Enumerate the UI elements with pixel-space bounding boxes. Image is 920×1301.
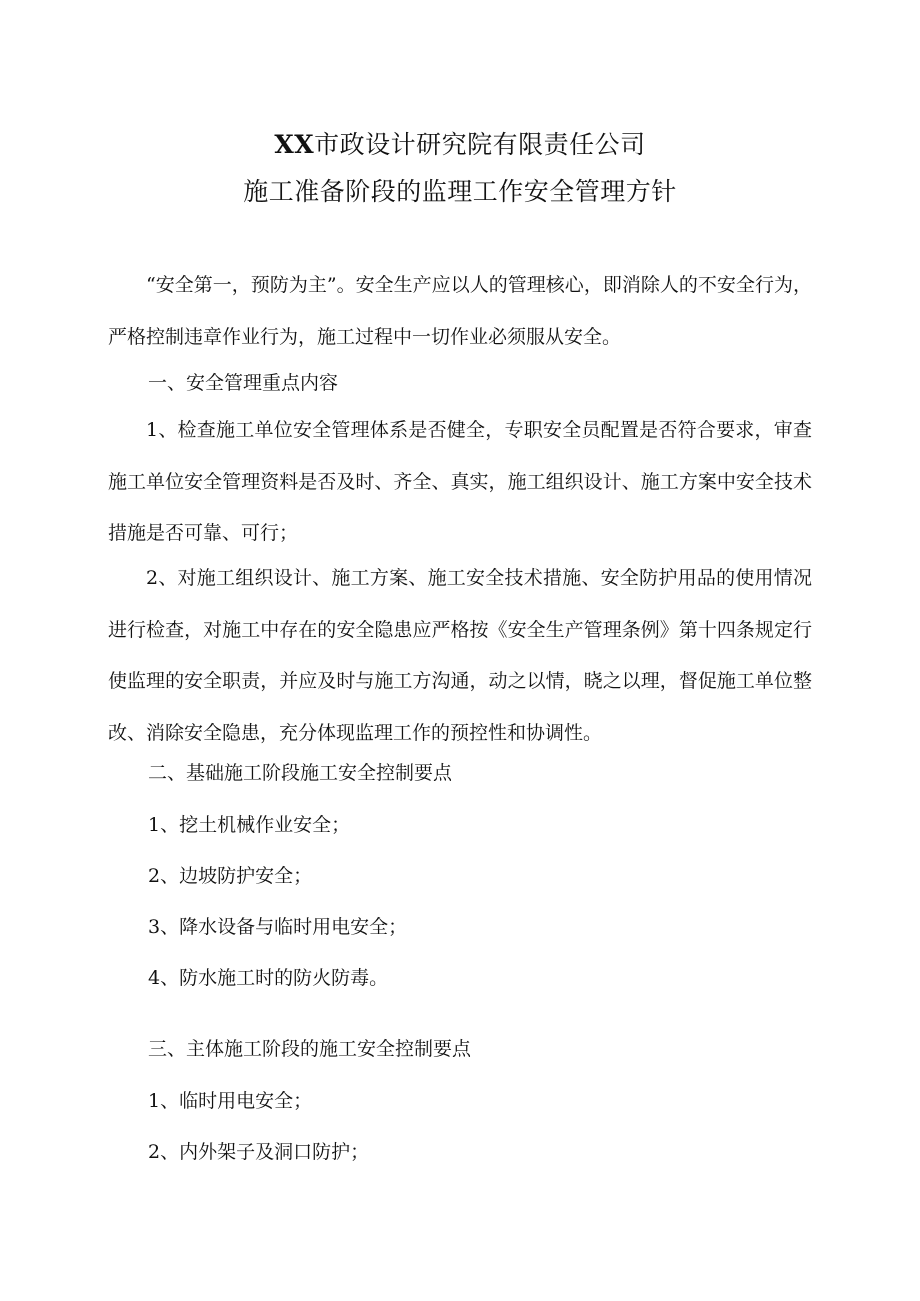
document-title-line2: 施工准备阶段的监理工作安全管理方针 — [243, 177, 677, 206]
section2-item-3: 3、降水设备与临时用电安全； — [148, 916, 408, 938]
section2-item-1: 1、挖土机械作业安全； — [148, 814, 351, 836]
section2-item-2: 2、边坡防护安全； — [148, 865, 313, 887]
section3-item-2: 2、内外架子及洞口防护； — [148, 1141, 370, 1163]
section1-heading: 一、安全管理重点内容 — [148, 372, 339, 394]
section2-heading: 二、基础施工阶段施工安全控制要点 — [148, 762, 453, 784]
title-company-name: 市政设计研究院有限责任公司 — [314, 130, 646, 159]
section1-item1: 1、检查施工单位安全管理体系是否健全，专职安全员配置是否符合要求，审查施工单位安全管理资料是否及时、齐全、真实，施工组织设计、施工方案中安全技术措施是否可靠、可行； — [108, 419, 812, 544]
document-title-line1 — [0, 130, 920, 160]
section2-item-4: 4、防水施工时的防火防毒。 — [148, 967, 389, 989]
section1-item2: 2、对施工组织设计、施工方案、施工安全技术措施、安全防护用品的使用情况进行检查，对施工中存在的安全隐患应严格按《安全生产管理条例》第十四条规定行使监理的安全职责，并应及时与施工方沟通，动之以情，晓之以理，督促施工单位整改、消除安全隐患，充分体现监理工作的预控性和协调性。 — [108, 567, 812, 744]
section3-item-1: 1、临时用电安全； — [148, 1090, 313, 1112]
section3-heading: 三、主体施工阶段的施工安全控制要点 — [148, 1038, 472, 1060]
title-latin-prefix: XX — [274, 130, 315, 159]
intro-paragraph: “安全第一，预防为主”。安全生产应以人的管理核心，即消除人的不安全行为，严格控制违章作业行为，施工过程中一切作业必须服从安全。 — [108, 274, 812, 348]
